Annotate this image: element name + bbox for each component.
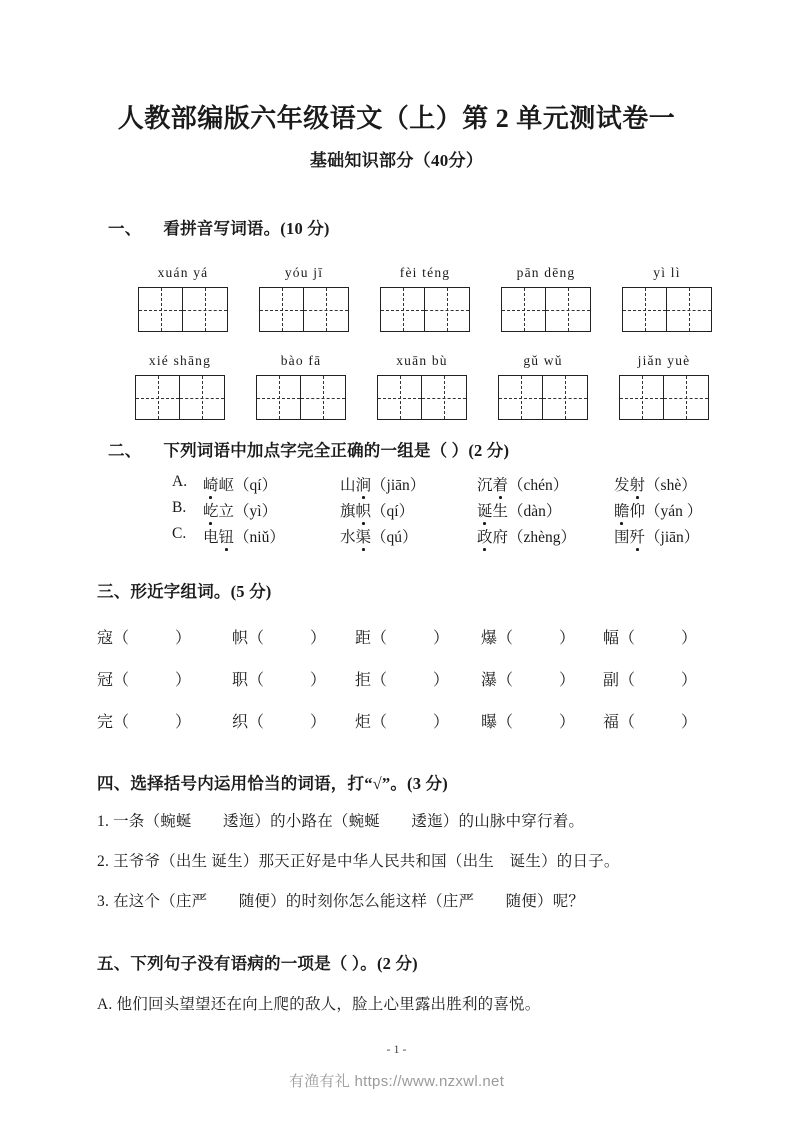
option-label: A. bbox=[172, 473, 188, 490]
tianzige-cell[interactable] bbox=[180, 376, 224, 419]
section-two bbox=[0, 437, 793, 551]
pinyin-text: jiǎn yuè bbox=[637, 353, 691, 368]
similar-char-item[interactable] bbox=[355, 667, 449, 690]
pinyin-item bbox=[125, 351, 235, 420]
pinyin-item bbox=[370, 263, 480, 332]
pinyin-text: bào fā bbox=[280, 353, 322, 368]
option-word bbox=[477, 473, 568, 495]
similar-char-item[interactable] bbox=[232, 667, 326, 690]
dotted-char: 涧 bbox=[356, 473, 372, 495]
pinyin-text: xuán yá bbox=[157, 265, 209, 280]
tianzige-box[interactable] bbox=[256, 375, 346, 420]
paren-close: ） bbox=[681, 630, 698, 647]
pinyin-item bbox=[488, 351, 598, 420]
section-five bbox=[0, 950, 793, 1017]
paren-open: （ bbox=[113, 630, 130, 647]
dotted-char: 着 bbox=[493, 473, 509, 495]
section-four bbox=[0, 770, 793, 914]
section-four-number: 四、 bbox=[97, 774, 131, 793]
section-one-heading bbox=[0, 215, 793, 239]
similar-char-item[interactable] bbox=[481, 667, 575, 690]
section-two-heading bbox=[0, 437, 793, 461]
dotted-char: 钮 bbox=[219, 525, 235, 547]
word-pinyin: （yán ） bbox=[645, 503, 703, 520]
word-pinyin: （qí） bbox=[371, 503, 415, 520]
paren-open: （ bbox=[497, 714, 514, 731]
pinyin-text: xié shāng bbox=[148, 353, 212, 368]
option-label: C. bbox=[172, 525, 187, 542]
option-word bbox=[477, 525, 576, 547]
paren-open: （ bbox=[497, 672, 514, 689]
tianzige-box[interactable] bbox=[377, 375, 467, 420]
option-row-a[interactable] bbox=[0, 473, 793, 499]
pinyin-item bbox=[367, 351, 477, 420]
similar-char-row-3 bbox=[0, 709, 793, 751]
word-pinyin: （chén） bbox=[508, 477, 569, 494]
paren-close: ） bbox=[559, 630, 576, 647]
similar-char-item[interactable] bbox=[355, 625, 449, 648]
tianzige-box[interactable] bbox=[498, 375, 588, 420]
char: 爆 bbox=[481, 630, 498, 647]
section-one-title: 看拼音写词语。(10 分) bbox=[163, 219, 330, 238]
section-four-heading bbox=[97, 770, 793, 794]
option-word bbox=[477, 499, 561, 521]
similar-char-item[interactable] bbox=[97, 709, 191, 732]
paren-open: （ bbox=[371, 714, 388, 731]
tianzige-cell[interactable] bbox=[664, 376, 708, 419]
tianzige-cell[interactable] bbox=[667, 288, 711, 331]
word-post: 仰 bbox=[629, 503, 646, 520]
option-row-c[interactable] bbox=[0, 525, 793, 551]
tianzige-cell[interactable] bbox=[260, 288, 304, 331]
paren-close: ） bbox=[559, 714, 576, 731]
word-pinyin: （jiān） bbox=[645, 529, 700, 546]
similar-char-row-1 bbox=[0, 625, 793, 667]
paren-close: ） bbox=[175, 672, 192, 689]
similar-char-item[interactable] bbox=[355, 709, 449, 732]
word-post: 生 bbox=[492, 503, 509, 520]
word-pinyin: （qú） bbox=[371, 529, 418, 546]
tianzige-cell[interactable] bbox=[546, 288, 590, 331]
section-one bbox=[0, 215, 793, 429]
dotted-char: 帜 bbox=[356, 499, 372, 521]
similar-char-item[interactable] bbox=[481, 625, 575, 648]
section-four-title: 选择括号内运用恰当的词语，打“√”。(3 分) bbox=[130, 774, 448, 793]
page-number: - 1 - bbox=[386, 1042, 407, 1056]
tianzige-cell[interactable] bbox=[301, 376, 345, 419]
paren-close: ） bbox=[310, 630, 327, 647]
paren-open: （ bbox=[619, 630, 636, 647]
similar-char-item[interactable] bbox=[232, 625, 326, 648]
dotted-char: 瞻 bbox=[614, 499, 630, 521]
word-pinyin: （jiān） bbox=[371, 477, 426, 494]
similar-char-item[interactable] bbox=[603, 625, 697, 648]
paren-close: ） bbox=[310, 714, 327, 731]
dotted-char: 射 bbox=[630, 473, 646, 495]
word-post: 立 bbox=[218, 503, 235, 520]
watermark: 有渔有礼 https://www.nzxwl.net bbox=[288, 1073, 505, 1090]
tianzige-cell[interactable] bbox=[623, 288, 667, 331]
word-pre: 旗 bbox=[340, 503, 356, 520]
question-item[interactable]: A. 他们回头望望还在向上爬的敌人，脸上心里露出胜利的喜悦。 bbox=[97, 996, 541, 1013]
paren-close: ） bbox=[175, 714, 192, 731]
paren-open: （ bbox=[113, 714, 130, 731]
tianzige-cell[interactable] bbox=[543, 376, 587, 419]
section-five-number: 五、 bbox=[97, 954, 131, 973]
page-subtitle: 基础知识部分（40分） bbox=[309, 151, 484, 171]
pinyin-item bbox=[249, 263, 359, 332]
section-five-title: 下列句子没有语病的一项是（ ）。(2 分) bbox=[130, 954, 418, 973]
question-item[interactable]: 3. 在这个（庄严 随便）的时刻你怎么能这样（庄严 随便）呢？ bbox=[97, 893, 585, 911]
paren-open: （ bbox=[619, 714, 636, 731]
option-word bbox=[203, 473, 277, 495]
paren-open: （ bbox=[248, 672, 265, 689]
char: 曝 bbox=[481, 714, 498, 731]
option-label: B. bbox=[172, 499, 187, 516]
word-pinyin: （qí） bbox=[234, 477, 278, 494]
similar-char-item[interactable] bbox=[603, 709, 697, 732]
char: 距 bbox=[355, 630, 372, 647]
option-word bbox=[203, 525, 285, 547]
pinyin-text: xuān bù bbox=[396, 353, 448, 368]
similar-char-item[interactable] bbox=[481, 709, 575, 732]
char: 拒 bbox=[355, 672, 372, 689]
tianzige-box[interactable] bbox=[138, 287, 228, 332]
section-five-heading bbox=[97, 950, 793, 974]
word-pre: 水 bbox=[340, 529, 356, 546]
paren-open: （ bbox=[113, 672, 130, 689]
paren-open: （ bbox=[371, 630, 388, 647]
char: 炬 bbox=[355, 714, 372, 731]
word-post: 府 bbox=[492, 529, 509, 546]
pinyin-row-2 bbox=[0, 351, 793, 429]
dotted-char: 屹 bbox=[203, 499, 219, 521]
word-pinyin: （shè） bbox=[645, 477, 697, 494]
paren-close: ） bbox=[433, 714, 450, 731]
question-item[interactable]: 2. 王爷爷（出生 诞生）那天正好是中华人民共和国（出生 诞生）的日子。 bbox=[97, 853, 620, 871]
char: 副 bbox=[603, 672, 620, 689]
option-word bbox=[614, 525, 699, 547]
dotted-char: 崎 bbox=[203, 473, 219, 495]
char: 瀑 bbox=[481, 672, 498, 689]
question-item[interactable]: 1. 一条（蜿蜒 逶迤）的小路在（蜿蜒 逶迤）的山脉中穿行着。 bbox=[97, 813, 585, 830]
char: 寇 bbox=[97, 630, 114, 647]
paren-close: ） bbox=[175, 630, 192, 647]
tianzige-cell[interactable] bbox=[183, 288, 227, 331]
option-row-b[interactable] bbox=[0, 499, 793, 525]
dotted-char: 政 bbox=[477, 525, 493, 547]
char: 冠 bbox=[97, 672, 114, 689]
tianzige-cell[interactable] bbox=[422, 376, 466, 419]
paren-open: （ bbox=[619, 672, 636, 689]
char: 织 bbox=[232, 714, 249, 731]
tianzige-box[interactable] bbox=[501, 287, 591, 332]
tianzige-cell[interactable] bbox=[620, 376, 664, 419]
paren-close: ） bbox=[681, 714, 698, 731]
section-three-number: 三、 bbox=[97, 582, 131, 601]
pinyin-item bbox=[491, 263, 601, 332]
pinyin-text: pān dēng bbox=[516, 265, 576, 280]
char: 职 bbox=[232, 672, 249, 689]
section-three bbox=[0, 578, 793, 751]
paren-open: （ bbox=[371, 672, 388, 689]
paren-open: （ bbox=[248, 630, 265, 647]
option-word bbox=[340, 499, 414, 521]
tianzige-box[interactable] bbox=[622, 287, 712, 332]
word-pinyin: （dàn） bbox=[508, 503, 562, 520]
paren-open: （ bbox=[497, 630, 514, 647]
option-word bbox=[614, 499, 702, 521]
dotted-char: 渠 bbox=[356, 525, 372, 547]
tianzige-cell[interactable] bbox=[425, 288, 469, 331]
char: 福 bbox=[603, 714, 620, 731]
tianzige-cell[interactable] bbox=[304, 288, 348, 331]
word-pre: 发 bbox=[614, 477, 630, 494]
tianzige-box[interactable] bbox=[619, 375, 709, 420]
section-three-heading bbox=[0, 578, 793, 602]
pinyin-item bbox=[609, 351, 719, 420]
tianzige-cell[interactable] bbox=[257, 376, 301, 419]
word-pre: 沉 bbox=[477, 477, 493, 494]
pinyin-row-1 bbox=[0, 263, 793, 341]
tianzige-cell[interactable] bbox=[139, 288, 183, 331]
paren-close: ） bbox=[310, 672, 327, 689]
word-post: 岖 bbox=[218, 477, 235, 494]
option-word bbox=[203, 499, 277, 521]
similar-char-item[interactable] bbox=[232, 709, 326, 732]
dotted-char: 诞 bbox=[477, 499, 493, 521]
option-word bbox=[614, 473, 697, 495]
word-pre: 围 bbox=[614, 529, 630, 546]
section-one-number: 一、 bbox=[108, 219, 142, 238]
section-three-title: 形近字组词。(5 分) bbox=[130, 582, 272, 601]
tianzige-cell[interactable] bbox=[378, 376, 422, 419]
pinyin-text: yì lì bbox=[653, 265, 681, 280]
paren-close: ） bbox=[681, 672, 698, 689]
pinyin-item bbox=[246, 351, 356, 420]
page-title: 人教部编版六年级语文（上）第 2 单元测试卷一 bbox=[117, 104, 676, 133]
tianzige-box[interactable] bbox=[259, 287, 349, 332]
option-word bbox=[340, 473, 425, 495]
section-two-title: 下列词语中加点字完全正确的一组是（ ）(2 分) bbox=[163, 441, 510, 460]
tianzige-cell[interactable] bbox=[502, 288, 546, 331]
paren-close: ） bbox=[559, 672, 576, 689]
word-pre: 山 bbox=[340, 477, 356, 494]
pinyin-text: yóu jī bbox=[284, 265, 324, 280]
word-pre: 电 bbox=[203, 529, 219, 546]
pinyin-text: gǔ wǔ bbox=[523, 353, 563, 368]
tianzige-box[interactable] bbox=[380, 287, 470, 332]
char: 完 bbox=[97, 714, 114, 731]
char: 帜 bbox=[232, 630, 249, 647]
dotted-char: 歼 bbox=[630, 525, 646, 547]
section-two-number: 二、 bbox=[108, 441, 142, 460]
paren-close: ） bbox=[433, 672, 450, 689]
tianzige-cell[interactable] bbox=[136, 376, 180, 419]
pinyin-item bbox=[128, 263, 238, 332]
tianzige-cell[interactable] bbox=[499, 376, 543, 419]
paren-open: （ bbox=[248, 714, 265, 731]
word-pinyin: （niǔ） bbox=[234, 529, 285, 546]
word-pinyin: （yì） bbox=[234, 503, 278, 520]
tianzige-box[interactable] bbox=[135, 375, 225, 420]
word-pinyin: （zhèng） bbox=[508, 529, 577, 546]
tianzige-cell[interactable] bbox=[381, 288, 425, 331]
option-word bbox=[340, 525, 418, 547]
similar-char-item[interactable] bbox=[97, 667, 191, 690]
char: 幅 bbox=[603, 630, 620, 647]
pinyin-text: fèi téng bbox=[399, 265, 451, 280]
similar-char-row-2 bbox=[0, 667, 793, 709]
similar-char-item[interactable] bbox=[603, 667, 697, 690]
paren-close: ） bbox=[433, 630, 450, 647]
similar-char-item[interactable] bbox=[97, 625, 191, 648]
pinyin-item bbox=[612, 263, 722, 332]
